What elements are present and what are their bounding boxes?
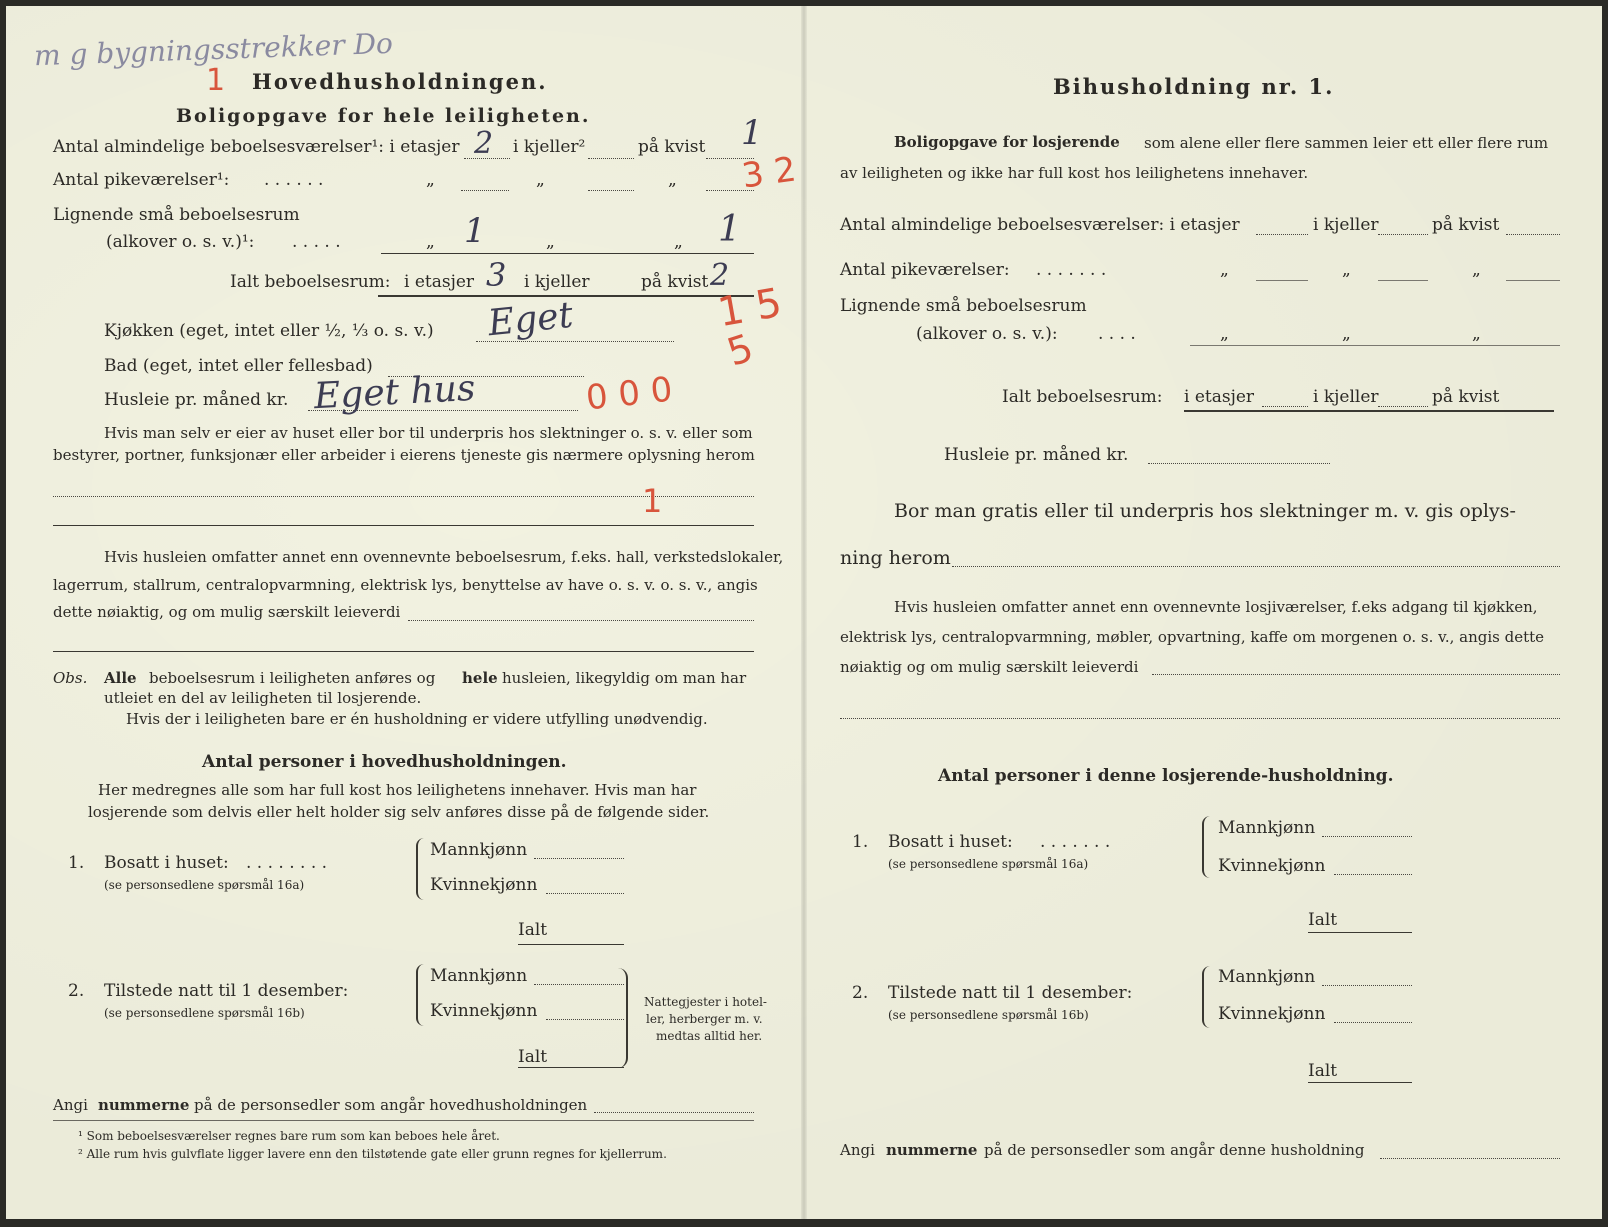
left-item2-kvinne-field[interactable] [546,1019,624,1020]
right-intro-line2: av leiligheten og ikke har full kost hos leilighetens innehaver. [840,164,1309,182]
right-item1-sub: (se personsedlene spørsmål 16a) [888,857,1089,871]
right-item1-brace [1202,816,1210,878]
left-row-alm-kvist: på kvist [638,137,706,157]
left-item2-mann-field[interactable] [534,984,624,985]
left-item1-brace [416,838,424,900]
left-item1-mann-field[interactable] [534,858,624,859]
left-ialt-label: Ialt beboelsesrum: [230,272,391,292]
right-row-lign-label2: (alkover o. s. v.): [916,324,1058,344]
left-angi-b: nummerne [98,1096,190,1114]
right-angi-field[interactable] [1380,1158,1560,1159]
right-pike-q1: „ [1220,260,1229,280]
left-item1-ialt-field[interactable] [518,944,624,945]
left-natt-line2: ler, herberger m. v. [646,1012,763,1026]
handwritten-top-note: m g bygningsstrekker Do [33,26,394,73]
hw-red-15: 1 5 [714,279,786,337]
left-bad-label: Bad (eget, intet eller fellesbad) [104,356,373,376]
left-row-lign-label1: Lignende små beboelsesrum [53,205,300,225]
hw-lign-kvist: 1 [718,209,741,250]
left-obs-text1: beboelsesrum i leiligheten anføres og [149,669,436,687]
left-alm-kjeller-field[interactable] [588,158,634,159]
hw-red-32: 3 2 [739,149,799,197]
hw-husleie: Eget hus [313,367,477,418]
right-intro-line1: som alene eller flere sammen leier ett eller flere rum [1144,134,1549,152]
left-ialt-kjeller: i kjeller [524,272,590,292]
left-angi-c: på de personsedler som angår hovedhusholdningen [194,1096,588,1114]
left-obs-text2: husleien, likegyldig om man har [502,669,747,687]
left-para2-field1[interactable] [408,620,754,621]
left-row-lign-dots: . . . . . [292,232,341,252]
right-item2-brace [1202,966,1210,1028]
right-item1-dots: . . . . . . . [1040,832,1111,852]
handwritten-red-1: 1 [206,63,226,98]
left-item1-dots: . . . . . . . . [246,853,328,873]
right-item2-mann-field[interactable] [1322,985,1412,986]
right-para-field2[interactable] [840,718,1560,719]
right-item1-ialt: Ialt [1308,910,1338,930]
right-item2-ialt: Ialt [1308,1061,1338,1081]
left-persons-line2: losjerende som delvis eller helt holder sig selv anføres disse på de følgende sider. [88,803,710,821]
left-row-pike-label: Antal pikeværelser¹: [53,170,230,190]
left-obs-hele: hele [462,669,498,687]
left-para2-line2: lagerrum, stallrum, centralopvarmning, elektrisk lys, benyttelse av have o. s. v. o. s. v., angis [53,576,758,594]
right-item1-label: Bosatt i huset: [888,832,1013,852]
right-item2-sub: (se personsedlene spørsmål 16b) [888,1008,1089,1022]
left-footnote-1: ¹ Som beboelsesværelser regnes bare rum som kan beboes hele året. [78,1129,500,1143]
right-bor-field[interactable] [952,566,1560,567]
right-para-line1: Hvis husleien omfatter annet enn ovennevnte losjiværelser, f.eks adgang til kjøkken, [894,598,1538,616]
left-row-alm-kjeller: i kjeller² [513,137,586,157]
left-persons-line1: Her medregnes alle som har full kost hos leilighetens innehaver. Hvis man har [98,781,697,799]
left-item2-kvinne: Kvinnekjønn [430,1001,538,1021]
right-angi-a: Angi [840,1141,875,1159]
right-ialt-kjeller-field[interactable] [1378,406,1428,407]
right-alm-etasjer-field[interactable] [1256,234,1308,235]
right-row-lign-label1: Lignende små beboelsesrum [840,296,1087,316]
left-title: Hovedhusholdningen. [252,69,548,94]
left-obs-label: Obs. [53,669,88,687]
left-item1-number: 1. [68,853,85,873]
right-row-lign-dots: . . . . [1098,324,1136,344]
hw-kjokken: Eget [486,294,575,345]
left-lign-underline [381,253,754,254]
left-pike-q3: „ [668,170,677,190]
right-alm-kjeller: i kjeller [1313,215,1379,235]
right-angi-c: på de personsedler som angår denne husholdning [984,1141,1365,1159]
right-persons-title: Antal personer i denne losjerende-husholdning. [938,766,1394,786]
left-obs-line3: Hvis der i leiligheten bare er én husholdning er videre utfylling unødvendig. [126,710,708,728]
left-item2-ialt: Ialt [518,1047,548,1067]
right-alm-kvist: på kvist [1432,215,1500,235]
right-item2-mann: Mannkjønn [1218,967,1316,987]
left-para1-field2[interactable] [53,525,754,526]
left-item1-ialt: Ialt [518,920,548,940]
page-fold [801,6,807,1219]
right-ialt-etasjer: i etasjer [1184,387,1255,407]
right-husleie-label: Husleie pr. måned kr. [944,445,1129,465]
right-item1-kvinne: Kvinnekjønn [1218,856,1326,876]
right-para-line2: elektrisk lys, centralopvarmning, møbler, opvartning, kaffe om morgenen o. s. v., angis dette [840,628,1545,646]
right-item1-kvinne-field[interactable] [1334,874,1412,875]
left-pike-etasjer-field[interactable] [461,190,509,191]
left-natt-line3: medtas alltid her. [656,1029,763,1043]
hw-lign-etasjer: 1 [464,211,486,251]
right-item2-ialt-field[interactable] [1308,1082,1412,1083]
right-title: Bihusholdning nr. 1. [1053,74,1335,99]
right-ialt-kvist: på kvist [1432,387,1500,407]
right-item2-label: Tilstede natt til 1 desember: [888,983,1133,1003]
right-lign-underline[interactable] [1190,345,1560,346]
right-ialt-kjeller: i kjeller [1313,387,1379,407]
left-item1-sub: (se personsedlene spørsmål 16a) [104,878,305,892]
hw-red-5: 5 [721,325,759,375]
right-intro-bold: Boligopgave for losjerende [894,133,1120,151]
left-item1-mann: Mannkjønn [430,840,528,860]
left-persons-title: Antal personer i hovedhusholdningen. [202,752,567,772]
left-natt-line1: Nattegjester i hotel- [644,995,767,1009]
right-pike-kjeller-field[interactable] [1378,280,1428,281]
right-item1-mann: Mannkjønn [1218,818,1316,838]
left-obs-alle: Alle [104,669,137,687]
right-husleie-field[interactable] [1148,463,1330,464]
left-pike-q2: „ [536,170,545,190]
left-row-pike-dots: . . . . . . [264,170,324,190]
left-pike-q1: „ [426,170,435,190]
right-item2-number: 2. [852,983,869,1003]
right-ialt-etasjer-field[interactable] [1262,406,1308,407]
left-lign-q1: „ [426,232,435,252]
right-row-pike-dots: . . . . . . . [1036,260,1107,280]
right-item2-kvinne-field[interactable] [1334,1022,1412,1023]
right-pike-kvist-field[interactable] [1506,280,1560,281]
right-alm-kvist-field[interactable] [1506,234,1560,235]
right-ialt-label: Ialt beboelsesrum: [1002,387,1163,407]
left-para2-field2[interactable] [53,651,754,652]
left-footnote-2: ² Alle rum hvis gulvflate ligger lavere enn den tilstøtende gate eller grunn regnes for kjellerrum. [78,1147,667,1161]
left-lign-q3: „ [674,232,683,252]
left-ialt-etasjer: i etasjer [404,272,475,292]
left-item2-brace [416,964,424,1026]
right-para-field1[interactable] [1152,674,1560,675]
hw-red-000: 0 0 0 [584,369,675,419]
left-angi-field[interactable] [594,1112,754,1113]
left-para1-line2: bestyrer, portner, funksjonær eller arbeider i eierens tjeneste gis nærmere oplysning herom [53,446,755,464]
right-row-alm-label: Antal almindelige beboelsesværelser: i etasjer [840,215,1240,235]
left-item2-ialt-field[interactable] [518,1067,624,1068]
left-para1-line1: Hvis man selv er eier av huset eller bor til underpris hos slektninger o. s. v. eller som [104,424,753,442]
right-item2-kvinne: Kvinnekjønn [1218,1004,1326,1024]
left-footnote-rule [53,1120,754,1121]
right-pike-q3: „ [1472,260,1481,280]
hw-ialt-etasjer: 3 [486,256,507,294]
left-item2-right-brace [618,968,628,1068]
right-para-line3: nøiaktig og om mulig særskilt leieverdi [840,658,1139,676]
census-form-sheet [6,6,1602,1219]
left-kjokken-label: Kjøkken (eget, intet eller ½, ⅓ o. s. v.) [104,321,434,341]
left-item1-label: Bosatt i huset: [104,853,229,873]
left-angi-a: Angi [53,1096,88,1114]
left-ialt-kvist: på kvist [641,272,709,292]
right-pike-etasjer-field[interactable] [1256,280,1308,281]
right-lign-q2: „ [1342,324,1351,344]
left-lign-q2: „ [546,232,555,252]
left-item2-label: Tilstede natt til 1 desember: [104,981,349,1001]
right-alm-kjeller-field[interactable] [1378,234,1428,235]
right-pike-q2: „ [1342,260,1351,280]
left-item2-mann: Mannkjønn [430,966,528,986]
right-item1-number: 1. [852,832,869,852]
left-item2-number: 2. [68,981,85,1001]
right-lign-q1: „ [1220,324,1229,344]
left-item2-sub: (se personsedlene spørsmål 16b) [104,1006,305,1020]
left-item1-kvinne: Kvinnekjønn [430,875,538,895]
left-subtitle: Boligopgave for hele leiligheten. [176,105,591,127]
left-husleie-label: Husleie pr. måned kr. [104,390,289,410]
hw-alm-kvist: 1 [741,113,763,153]
left-row-lign-label2: (alkover o. s. v.)¹: [106,232,255,252]
right-lign-q3: „ [1472,324,1481,344]
left-para2-line3: dette nøiaktig, og om mulig særskilt leieverdi [53,603,401,621]
hw-red-line: 1 [642,482,663,520]
left-para2-line1: Hvis husleien omfatter annet enn ovennevnte beboelsesrum, f.eks. hall, verkstedslokaler, [104,548,784,566]
left-row-alm-label: Antal almindelige beboelsesværelser¹: i etasjer [53,137,460,157]
right-angi-b: nummerne [886,1141,978,1159]
right-bor-line1: Bor man gratis eller til underpris hos slektninger m. v. gis oplys- [894,500,1516,522]
left-item1-kvinne-field[interactable] [546,893,624,894]
right-item1-ialt-field[interactable] [1308,932,1412,933]
hw-ialt-kvist: 2 [710,258,730,293]
right-item1-mann-field[interactable] [1322,836,1412,837]
right-row-pike-label: Antal pikeværelser: [840,260,1010,280]
right-bor-line2: ning herom [840,547,951,569]
left-pike-kjeller-field[interactable] [588,190,634,191]
right-ialt-underline [1184,410,1554,412]
left-obs-line2: utleiet en del av leiligheten til losjerende. [104,689,422,707]
hw-alm-etasjer: 2 [474,126,494,161]
